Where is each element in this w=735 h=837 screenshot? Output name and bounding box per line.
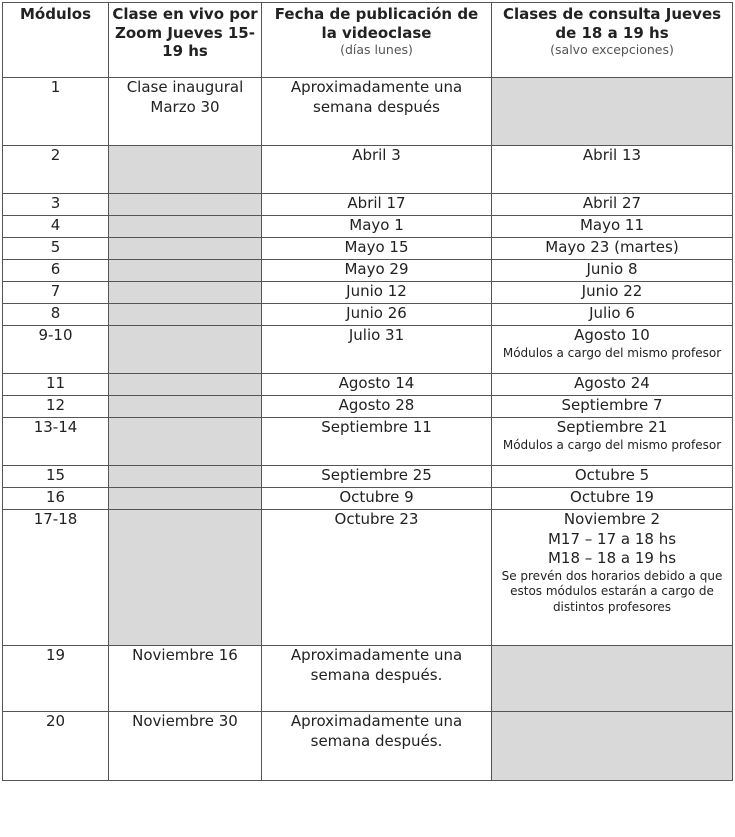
cell-modulo: 6 <box>3 260 109 282</box>
cell-modulo: 16 <box>3 488 109 510</box>
table-row <box>3 282 733 304</box>
cell-fecha-publicacion: Abril 3 <box>262 146 492 194</box>
consulta-fecha: Agosto 24 <box>574 374 650 392</box>
consulta-fecha: Mayo 23 (martes) <box>545 238 679 256</box>
cell-modulo: 11 <box>3 374 109 396</box>
cell-fecha-publicacion: Aproximadamente una semana después <box>262 78 492 146</box>
cell-modulo: 8 <box>3 304 109 326</box>
cell-clase-consulta <box>492 78 733 146</box>
table-row <box>3 712 733 781</box>
schedule-table <box>2 2 733 781</box>
consulta-fecha: Octubre 5 <box>574 466 650 484</box>
cell-fecha-publicacion: Mayo 29 <box>262 260 492 282</box>
table-row <box>3 326 733 374</box>
table-row <box>3 510 733 646</box>
cell-modulo: 15 <box>3 466 109 488</box>
consulta-fecha: Septiembre 7 <box>561 396 663 414</box>
cell-clase-en-vivo <box>109 304 262 326</box>
cell-clase-en-vivo <box>109 488 262 510</box>
cell-clase-en-vivo <box>109 374 262 396</box>
cell-clase-consulta <box>492 260 733 282</box>
cell-clase-consulta <box>492 326 733 374</box>
consulta-fecha: Septiembre 21 <box>556 418 668 436</box>
cell-modulo: 12 <box>3 396 109 418</box>
cell-modulo: 5 <box>3 238 109 260</box>
cell-fecha-publicacion: Mayo 15 <box>262 238 492 260</box>
cell-fecha-publicacion: Mayo 1 <box>262 216 492 238</box>
cell-modulo: 1 <box>3 78 109 146</box>
cell-modulo: 17-18 <box>3 510 109 646</box>
cell-clase-en-vivo: Noviembre 30 <box>109 712 262 781</box>
table-row <box>3 78 733 146</box>
cell-fecha-publicacion: Aproximadamente una semana después. <box>262 646 492 712</box>
cell-clase-en-vivo <box>109 282 262 304</box>
table-row <box>3 260 733 282</box>
cell-clase-consulta <box>492 646 733 712</box>
cell-fecha-publicacion: Junio 12 <box>262 282 492 304</box>
cell-clase-en-vivo <box>109 418 262 466</box>
table-row <box>3 238 733 260</box>
cell-clase-consulta <box>492 374 733 396</box>
cell-fecha-publicacion: Julio 31 <box>262 326 492 374</box>
cell-clase-en-vivo <box>109 194 262 216</box>
header-clases-consulta: Clases de consulta Jueves de 18 a 19 hs (salvo excepciones) <box>492 3 733 78</box>
table-row <box>3 146 733 194</box>
cell-clase-consulta <box>492 304 733 326</box>
table-row <box>3 304 733 326</box>
cell-fecha-publicacion: Septiembre 25 <box>262 466 492 488</box>
cell-clase-en-vivo: Noviembre 16 <box>109 646 262 712</box>
cell-clase-en-vivo <box>109 326 262 374</box>
cell-clase-en-vivo <box>109 510 262 646</box>
cell-fecha-publicacion: Septiembre 11 <box>262 418 492 466</box>
cell-fecha-publicacion: Junio 26 <box>262 304 492 326</box>
cell-fecha-publicacion: Abril 17 <box>262 194 492 216</box>
table-row <box>3 488 733 510</box>
cell-modulo: 19 <box>3 646 109 712</box>
cell-clase-en-vivo <box>109 216 262 238</box>
header-fecha-publicacion: Fecha de publicación de la videoclase (días lunes) <box>262 3 492 78</box>
cell-modulo: 9-10 <box>3 326 109 374</box>
cell-modulo: 20 <box>3 712 109 781</box>
table-row <box>3 216 733 238</box>
header-consulta-sub: (salvo excepciones) <box>550 42 674 57</box>
consulta-fecha: Abril 27 <box>582 194 642 212</box>
cell-clase-consulta <box>492 466 733 488</box>
consulta-nota: Módulos a cargo del mismo profesor <box>502 345 722 360</box>
cell-modulo: 3 <box>3 194 109 216</box>
cell-clase-consulta <box>492 510 733 646</box>
cell-fecha-publicacion: Agosto 14 <box>262 374 492 396</box>
cell-clase-consulta <box>492 216 733 238</box>
cell-modulo: 13-14 <box>3 418 109 466</box>
cell-clase-consulta <box>492 396 733 418</box>
cell-clase-consulta <box>492 418 733 466</box>
table-row <box>3 418 733 466</box>
cell-clase-en-vivo <box>109 396 262 418</box>
table-row <box>3 194 733 216</box>
consulta-fecha: Junio 8 <box>586 260 638 278</box>
cell-clase-consulta <box>492 146 733 194</box>
table-row <box>3 374 733 396</box>
consulta-fecha: Mayo 11 <box>579 216 645 234</box>
header-clase-en-vivo: Clase en vivo por Zoom Jueves 15-19 hs <box>109 3 262 78</box>
table-row <box>3 466 733 488</box>
cell-modulo: 7 <box>3 282 109 304</box>
consulta-fecha: Junio 22 <box>581 282 643 300</box>
header-modulos: Módulos <box>3 3 109 78</box>
consulta-fecha: Noviembre 2 <box>563 510 661 528</box>
cell-clase-consulta <box>492 238 733 260</box>
cell-clase-en-vivo <box>109 146 262 194</box>
cell-clase-consulta <box>492 194 733 216</box>
consulta-horario: M18 – 18 a 19 hs <box>547 549 677 567</box>
consulta-horario: M17 – 17 a 18 hs <box>547 529 677 548</box>
consulta-nota: Se prevén dos horarios debido a que estos módulos estarán a cargo de distintos profesores <box>501 568 723 614</box>
cell-fecha-publicacion: Aproximadamente una semana después. <box>262 712 492 781</box>
consulta-fecha: Octubre 19 <box>570 488 654 506</box>
table-row <box>3 396 733 418</box>
consulta-fecha: Agosto 10 <box>574 326 650 344</box>
cell-clase-consulta <box>492 488 733 510</box>
cell-modulo: 2 <box>3 146 109 194</box>
consulta-nota: Módulos a cargo del mismo profesor <box>502 437 722 452</box>
cell-clase-en-vivo <box>109 466 262 488</box>
cell-fecha-publicacion: Octubre 9 <box>262 488 492 510</box>
cell-clase-en-vivo <box>109 238 262 260</box>
cell-fecha-publicacion: Agosto 28 <box>262 396 492 418</box>
cell-clase-consulta <box>492 712 733 781</box>
consulta-fecha: Julio 6 <box>589 304 635 322</box>
table-row <box>3 646 733 712</box>
cell-fecha-publicacion: Octubre 23 <box>262 510 492 646</box>
header-fecha-sub: (días lunes) <box>340 42 413 57</box>
cell-clase-en-vivo: Clase inaugural Marzo 30 <box>109 78 262 146</box>
cell-clase-en-vivo <box>109 260 262 282</box>
consulta-fecha: Abril 13 <box>582 146 642 164</box>
cell-modulo: 4 <box>3 216 109 238</box>
header-row <box>3 3 733 78</box>
cell-clase-consulta <box>492 282 733 304</box>
